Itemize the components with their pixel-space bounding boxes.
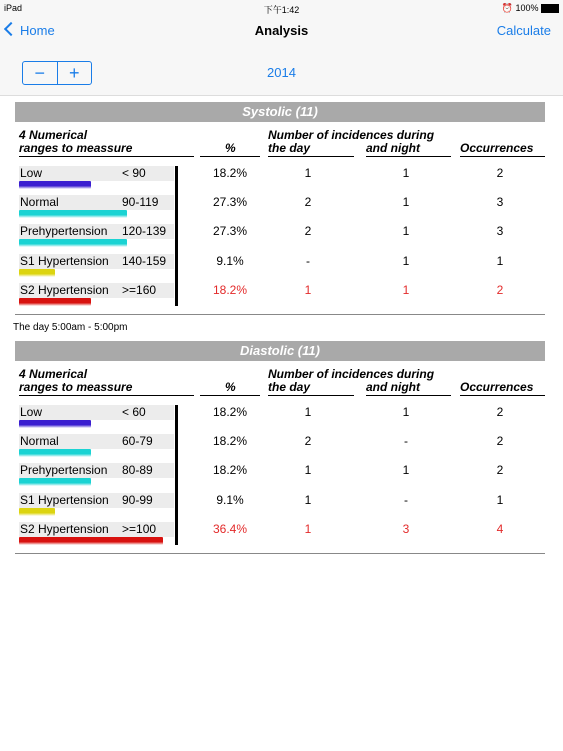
occurrences-cell: 4 xyxy=(496,521,504,536)
range-value: >=160 xyxy=(120,283,174,298)
range-label: S1 Hypertension xyxy=(19,254,120,269)
range-label: Low xyxy=(19,405,120,420)
percent-cell: 18.2% xyxy=(212,463,248,478)
occurrences-cell: 3 xyxy=(496,224,504,239)
range-label: S1 Hypertension xyxy=(19,493,120,508)
range-bar xyxy=(19,298,91,306)
day-header: the day xyxy=(268,141,311,155)
year-label: 2014 xyxy=(267,65,296,80)
device-name: iPad xyxy=(4,3,23,13)
battery-indicator xyxy=(502,3,559,14)
percent-cell: 9.1% xyxy=(216,492,244,507)
range-bar xyxy=(19,420,91,428)
night-count-cell: - xyxy=(404,434,408,449)
analysis-panel xyxy=(0,95,563,751)
day-count-cell: 1 xyxy=(304,492,312,507)
header-underline xyxy=(200,395,260,396)
back-label: Home xyxy=(20,23,55,38)
percent-cell: 36.4% xyxy=(212,521,248,536)
diastolic-header: Diastolic (11) xyxy=(15,341,545,361)
battery-percent: 100% xyxy=(515,3,539,13)
occurrences-cell: 2 xyxy=(496,166,504,180)
range-bar xyxy=(19,181,91,189)
navigation-bar xyxy=(0,16,563,48)
occurrences-cell: 2 xyxy=(496,405,504,419)
percent-cell: 9.1% xyxy=(216,253,244,268)
night-count-cell: 1 xyxy=(402,195,410,210)
status-time: 下午1:42 xyxy=(263,5,300,15)
range-value: < 60 xyxy=(120,405,174,420)
increment-year-button[interactable]: + xyxy=(57,62,92,84)
decrement-year-button[interactable]: − xyxy=(34,62,45,83)
occurrences-header: Occurrences xyxy=(460,380,534,394)
day-count-cell: 1 xyxy=(304,405,312,419)
night-count-cell: 3 xyxy=(402,521,410,536)
percent-cell: 27.3% xyxy=(212,195,248,210)
header-underline xyxy=(366,395,451,396)
incidences-header: Number of incidences during xyxy=(268,128,435,142)
systolic-header: Systolic (11) xyxy=(15,102,545,122)
range-value: 90-99 xyxy=(120,493,174,508)
range-bar xyxy=(19,478,91,486)
incidences-header: Number of incidences during xyxy=(268,367,435,381)
calculate-button[interactable]: Calculate xyxy=(496,23,551,38)
percent-cell: 18.2% xyxy=(212,405,248,419)
percent-header: % xyxy=(225,380,236,394)
range-value: >=100 xyxy=(120,522,174,537)
night-count-cell: 1 xyxy=(402,253,410,268)
range-value: 90-119 xyxy=(120,195,174,210)
percent-cell: 18.2% xyxy=(212,166,248,180)
ranges-header-line1: 4 Numerical xyxy=(19,367,88,381)
night-count-cell: 1 xyxy=(402,405,410,419)
diastolic-section xyxy=(15,341,545,551)
day-count-cell: 1 xyxy=(304,282,312,297)
day-count-cell: 1 xyxy=(304,521,312,536)
occurrences-cell: 2 xyxy=(496,463,504,478)
day-range-note: The day 5:00am - 5:00pm xyxy=(13,322,128,333)
header-underline xyxy=(19,156,194,157)
range-bar xyxy=(19,210,127,218)
range-label: Normal xyxy=(19,195,120,210)
night-header: and night xyxy=(366,380,420,394)
percent-cell: 18.2% xyxy=(212,282,248,297)
range-value: 80-89 xyxy=(120,463,174,478)
occurrences-cell: 3 xyxy=(496,195,504,210)
range-bar xyxy=(19,239,127,247)
percent-cell: 18.2% xyxy=(212,434,248,449)
day-header: the day xyxy=(268,380,311,394)
range-label: S2 Hypertension xyxy=(19,522,120,537)
percent-cell: 27.3% xyxy=(212,224,248,239)
occurrences-cell: 2 xyxy=(496,434,504,449)
day-count-cell: 1 xyxy=(304,463,312,478)
range-value: 120-139 xyxy=(120,224,174,239)
range-value: < 90 xyxy=(120,166,174,181)
page-title: Analysis xyxy=(254,23,309,38)
header-underline xyxy=(460,395,545,396)
range-value: 140-159 xyxy=(120,254,174,269)
night-header: and night xyxy=(366,141,420,155)
range-bar xyxy=(19,508,55,516)
systolic-section xyxy=(15,102,545,312)
percent-header: % xyxy=(225,141,236,155)
range-label: Normal xyxy=(19,434,120,449)
night-count-cell: 1 xyxy=(402,224,410,239)
occurrences-header: Occurrences xyxy=(460,141,534,155)
header-underline xyxy=(268,156,354,157)
range-divider xyxy=(175,166,178,306)
night-count-cell: 1 xyxy=(402,463,410,478)
range-divider xyxy=(175,405,178,545)
ranges-header-line2: ranges to meassure xyxy=(19,380,133,394)
night-count-cell: 1 xyxy=(402,166,410,180)
day-count-cell: - xyxy=(306,253,310,268)
range-label: Prehypertension xyxy=(19,224,120,239)
range-label: Prehypertension xyxy=(19,463,120,478)
section-separator xyxy=(15,553,545,554)
range-bar xyxy=(19,449,91,457)
day-count-cell: 1 xyxy=(304,166,312,180)
range-value: 60-79 xyxy=(120,434,174,449)
header-underline xyxy=(200,156,260,157)
header-underline xyxy=(366,156,451,157)
status-bar xyxy=(0,0,563,16)
range-label: Low xyxy=(19,166,120,181)
header-underline xyxy=(268,395,354,396)
section-separator xyxy=(15,314,545,315)
day-count-cell: 2 xyxy=(304,224,312,239)
header-underline xyxy=(19,395,194,396)
range-bar xyxy=(19,537,163,545)
occurrences-cell: 1 xyxy=(496,253,504,268)
battery-icon xyxy=(541,4,559,13)
ranges-header-line1: 4 Numerical xyxy=(19,128,88,142)
range-label: S2 Hypertension xyxy=(19,283,120,298)
alarm-icon: ⏰ xyxy=(501,3,513,13)
occurrences-cell: 1 xyxy=(496,492,504,507)
header-underline xyxy=(460,156,545,157)
range-bar xyxy=(19,269,55,277)
day-count-cell: 2 xyxy=(304,195,312,210)
ranges-header-line2: ranges to meassure xyxy=(19,141,133,155)
night-count-cell: - xyxy=(404,492,408,507)
day-count-cell: 2 xyxy=(304,434,312,449)
night-count-cell: 1 xyxy=(402,282,410,297)
occurrences-cell: 2 xyxy=(496,282,504,297)
